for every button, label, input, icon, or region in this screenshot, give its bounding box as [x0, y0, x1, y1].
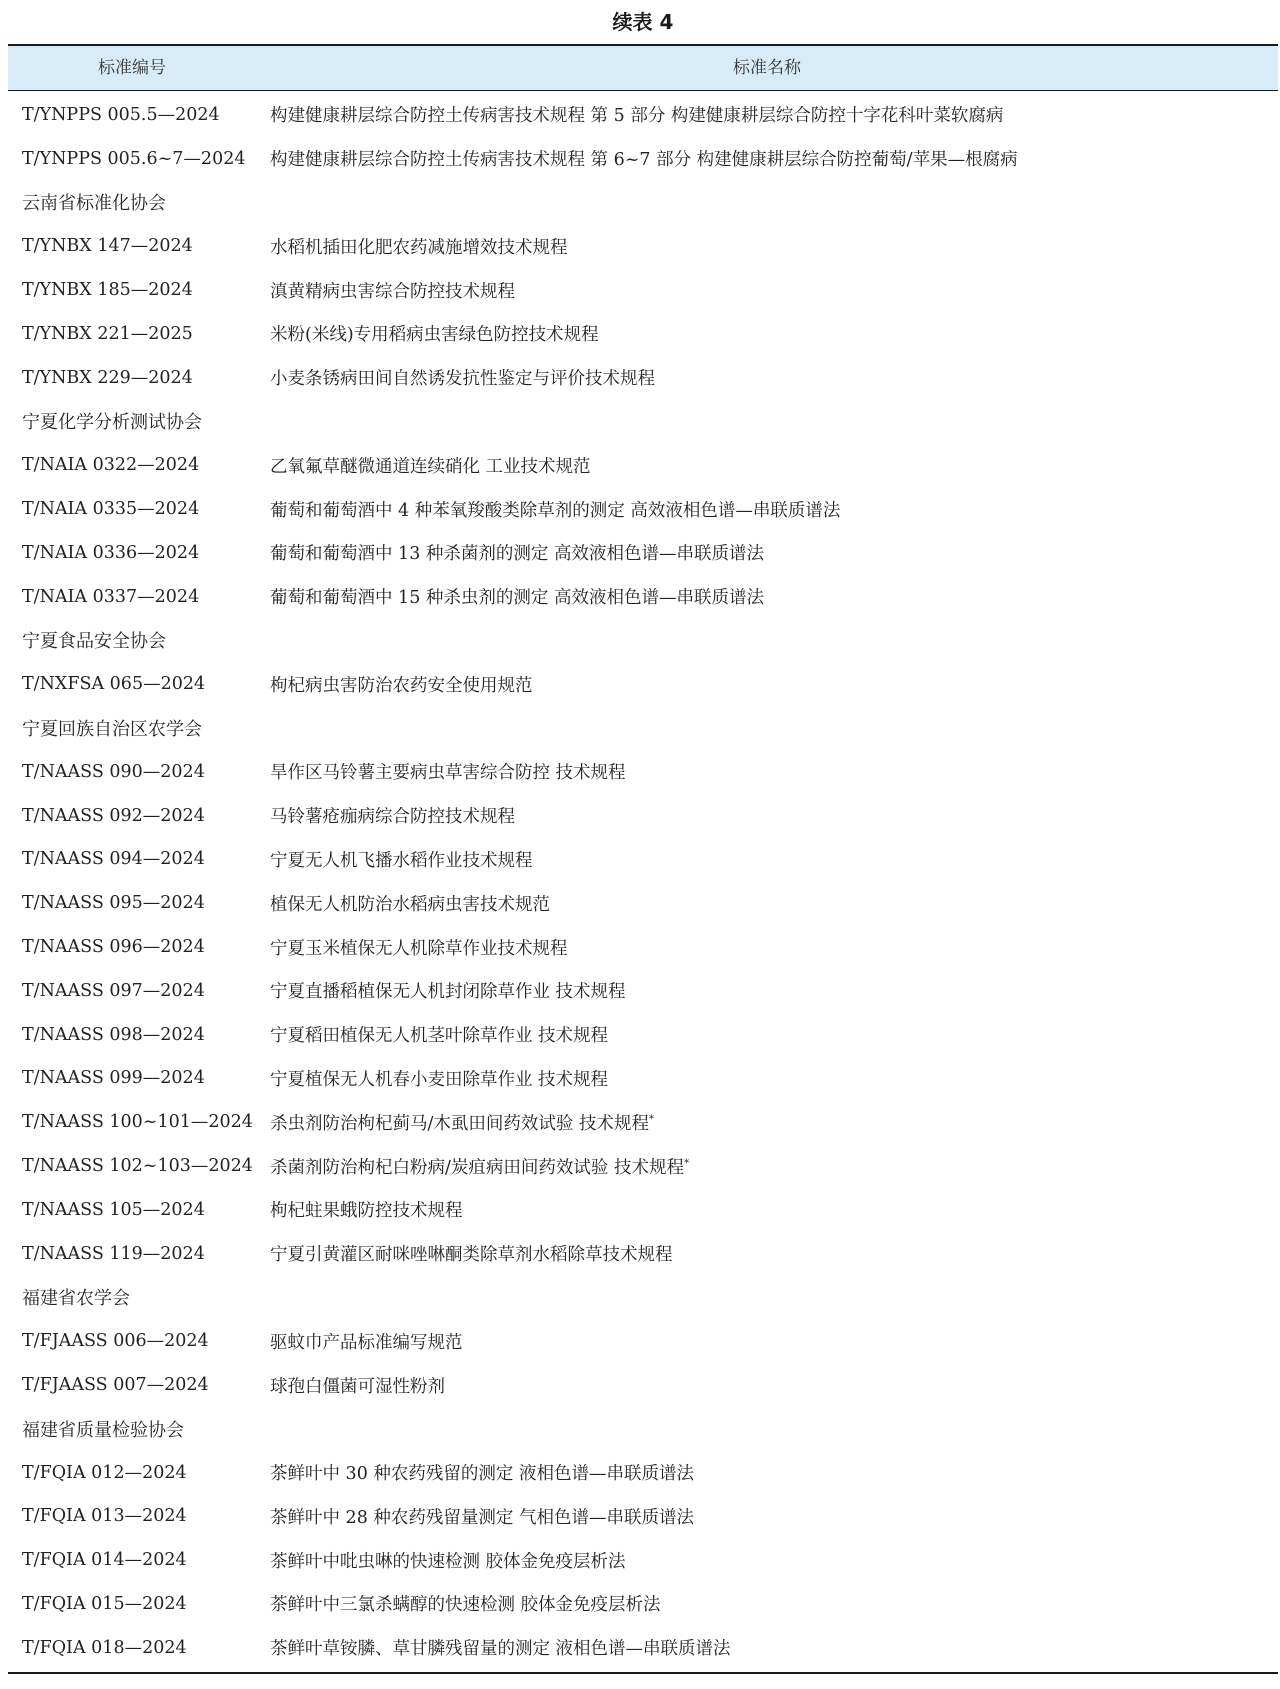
standard-name-cell: [270, 759, 1278, 784]
table-row: [8, 443, 1278, 487]
standard-code: T/NXFSA 065—2024: [22, 674, 206, 695]
standard-code: T/FJAASS 007—2024: [22, 1375, 209, 1395]
standard-name-cell: [270, 146, 1278, 171]
standard-code: T/NAASS 090—2024: [22, 761, 205, 782]
table-row: [8, 1188, 1278, 1232]
table-row: [8, 969, 1278, 1013]
standard-name: 茶鲜叶中 28 种农药残留量测定 气相色谱—串联质谱法: [270, 1507, 694, 1528]
table-row: [8, 356, 1278, 400]
standard-code: T/YNBX 229—2024: [22, 367, 193, 388]
standard-name-cell: [270, 1197, 1278, 1222]
standard-name-cell: [270, 847, 1278, 872]
standard-name: 滇黄精病虫害综合防控技术规程: [270, 281, 515, 302]
standard-name-cell: [270, 540, 1278, 565]
standards-table: [8, 44, 1278, 1674]
document-page: [8, 0, 1278, 1674]
header-standard-name: 标准名称: [733, 58, 801, 78]
table-header: [8, 46, 1278, 91]
table-row: [8, 881, 1278, 925]
table-row: [8, 531, 1278, 575]
standard-name-cell: [270, 497, 1278, 522]
table-group-row: [8, 1407, 1278, 1451]
group-label: 宁夏食品安全协会: [22, 631, 166, 653]
table-group-row: [8, 1276, 1278, 1320]
group-label: 云南省标准化协会: [22, 193, 166, 215]
standard-name-cell: [270, 891, 1278, 916]
group-label: 宁夏回族自治区农学会: [22, 719, 202, 741]
table-row: [8, 137, 1278, 181]
standard-code: T/NAASS 099—2024: [22, 1068, 205, 1089]
table-group-row: [8, 400, 1278, 444]
table-row: [8, 1057, 1278, 1101]
standard-code: T/YNBX 185—2024: [22, 280, 193, 301]
standard-name: 宁夏植保无人机春小麦田除草作业 技术规程: [270, 1069, 609, 1090]
standard-name-cell: [270, 584, 1278, 609]
standard-name: 构建健康耕层综合防控土传病害技术规程 第 6~7 部分 构建健康耕层综合防控葡萄/苹果—根腐病: [270, 150, 1018, 171]
standard-name: 葡萄和葡萄酒中 15 种杀虫剂的测定 高效液相色谱—串联质谱法: [270, 588, 764, 609]
table-row: [8, 838, 1278, 882]
footnote-marker: *: [683, 1157, 689, 1169]
standard-name-cell: [270, 1110, 1278, 1135]
standard-name-cell: [270, 1066, 1278, 1091]
table-row: [8, 794, 1278, 838]
standard-name: 葡萄和葡萄酒中 13 种杀菌剂的测定 高效液相色谱—串联质谱法: [270, 544, 764, 565]
standard-name: 球孢白僵菌可湿性粉剂: [270, 1376, 445, 1397]
standard-name-cell: [270, 365, 1278, 390]
table-body: [8, 91, 1278, 1672]
table-row: [8, 93, 1278, 137]
group-label: 宁夏化学分析测试协会: [22, 412, 202, 434]
standard-code: T/NAASS 096—2024: [22, 937, 205, 958]
table-row: [8, 268, 1278, 312]
standard-name: 旱作区马铃薯主要病虫草害综合防控 技术规程: [270, 763, 626, 784]
standard-name: 小麦条锈病田间自然诱发抗性鉴定与评价技术规程: [270, 369, 655, 390]
standard-name-cell: [270, 935, 1278, 960]
standard-name: 枸杞蛀果蛾防控技术规程: [270, 1201, 463, 1222]
standard-name: 构建健康耕层综合防控土传病害技术规程 第 5 部分 构建健康耕层综合防控十字花科叶菜软腐病: [270, 106, 1004, 127]
standard-name-cell: [270, 1460, 1278, 1485]
table-row: [8, 925, 1278, 969]
standard-name: 驱蚊巾产品标准编写规范: [270, 1332, 463, 1353]
standard-code: T/NAASS 105—2024: [22, 1199, 205, 1220]
standard-name: 宁夏无人机飞播水稻作业技术规程: [270, 850, 533, 871]
table-row: [8, 1013, 1278, 1057]
standard-name: 茶鲜叶中吡虫啉的快速检测 胶体金免疫层析法: [270, 1551, 626, 1572]
standard-name-cell: [270, 321, 1278, 346]
table-row: [8, 575, 1278, 619]
table-row: [8, 1582, 1278, 1626]
standard-name-cell: [270, 978, 1278, 1003]
standard-code: T/NAIA 0322—2024: [22, 455, 200, 476]
table-row: [8, 224, 1278, 268]
standard-code: T/FQIA 014—2024: [22, 1550, 187, 1571]
standard-code: T/FQIA 015—2024: [22, 1593, 187, 1614]
standard-name-cell: [270, 1373, 1278, 1398]
standard-name: 葡萄和葡萄酒中 4 种苯氧羧酸类除草剂的测定 高效液相色谱—串联质谱法: [270, 500, 841, 521]
table-row: [8, 750, 1278, 794]
standard-name-cell: [270, 1241, 1278, 1266]
standard-code: T/NAASS 097—2024: [22, 980, 205, 1001]
standard-name-cell: [270, 1591, 1278, 1616]
standard-name: 枸杞病虫害防治农药安全使用规范: [270, 675, 533, 696]
standard-name: 宁夏玉米植保无人机除草作业技术规程: [270, 938, 568, 959]
table-row: [8, 1144, 1278, 1188]
standard-name-cell: [270, 1548, 1278, 1573]
standard-code: T/FJAASS 006—2024: [22, 1331, 209, 1352]
standard-code: T/NAIA 0336—2024: [22, 542, 200, 563]
standard-name: 宁夏直播稻植保无人机封闭除草作业 技术规程: [270, 982, 626, 1003]
standard-name-cell: [270, 1022, 1278, 1047]
standard-name: 水稻机插田化肥农药减施增效技术规程: [270, 237, 568, 258]
table-row: [8, 487, 1278, 531]
table-row: [8, 662, 1278, 706]
standard-name: 杀虫剂防治枸杞蓟马/木虱田间药效试验 技术规程: [270, 1113, 649, 1134]
standard-name: 茶鲜叶中三氯杀螨醇的快速检测 胶体金免疫层析法: [270, 1595, 661, 1616]
standard-name-cell: [270, 803, 1278, 828]
standard-name: 宁夏引黄灌区耐咪唑啉酮类除草剂水稻除草技术规程: [270, 1245, 673, 1266]
standard-name-cell: [270, 234, 1278, 259]
standard-code: T/NAASS 098—2024: [22, 1024, 205, 1045]
standard-code: T/YNBX 221—2025: [22, 323, 193, 344]
standard-name-cell: [270, 1154, 1278, 1179]
standard-name-cell: [270, 102, 1278, 127]
standard-name: 茶鲜叶草铵膦、草甘膦残留量的测定 液相色谱—串联质谱法: [270, 1639, 731, 1660]
standard-code: T/YNBX 147—2024: [22, 236, 193, 257]
standard-code: T/NAASS 095—2024: [22, 893, 205, 914]
standard-name: 茶鲜叶中 30 种农药残留的测定 液相色谱—串联质谱法: [270, 1464, 694, 1485]
standard-code: T/NAASS 092—2024: [22, 805, 205, 826]
table-row: [8, 1100, 1278, 1144]
table-group-row: [8, 181, 1278, 225]
table-row: [8, 1538, 1278, 1582]
standard-code: T/NAASS 102~103—2024: [22, 1156, 253, 1177]
header-standard-code: 标准编号: [98, 58, 166, 78]
standard-code: T/YNPPS 005.6~7—2024: [22, 148, 246, 169]
standard-name-cell: [270, 453, 1278, 478]
standard-name-cell: [270, 672, 1278, 697]
table-row: [8, 1232, 1278, 1276]
standard-code: T/NAIA 0335—2024: [22, 499, 200, 520]
table-row: [8, 1363, 1278, 1407]
standard-code: T/NAIA 0337—2024: [22, 586, 200, 607]
table-group-row: [8, 619, 1278, 663]
table-group-row: [8, 706, 1278, 750]
standard-code: T/NAASS 119—2024: [22, 1243, 205, 1264]
standard-code: T/NAASS 100~101—2024: [22, 1112, 253, 1133]
standard-name: 杀菌剂防治枸杞白粉病/炭疽病田间药效试验 技术规程: [270, 1157, 684, 1178]
table-caption: 续表 4: [612, 10, 674, 34]
table-row: [8, 1319, 1278, 1363]
standard-name: 马铃薯疮痂病综合防控技术规程: [270, 807, 515, 828]
standard-name: 植保无人机防治水稻病虫害技术规范: [270, 894, 550, 915]
standard-name-cell: [270, 1504, 1278, 1529]
standard-name: 米粉(米线)专用稻病虫害绿色防控技术规程: [270, 325, 599, 346]
standard-name: 乙氧氟草醚微通道连续硝化 工业技术规范: [270, 456, 591, 477]
standard-name: 宁夏稻田植保无人机茎叶除草作业 技术规程: [270, 1026, 609, 1047]
standard-name-cell: [270, 1329, 1278, 1354]
standard-code: T/YNPPS 005.5—2024: [22, 104, 220, 125]
group-label: 福建省农学会: [22, 1288, 130, 1310]
standard-code: T/NAASS 094—2024: [22, 849, 205, 870]
table-row: [8, 312, 1278, 356]
standard-code: T/FQIA 013—2024: [22, 1506, 187, 1527]
table-row: [8, 1495, 1278, 1539]
footnote-marker: *: [648, 1113, 654, 1125]
group-label: 福建省质量检验协会: [22, 1419, 184, 1441]
standard-name-cell: [270, 278, 1278, 303]
table-row: [8, 1451, 1278, 1495]
standard-code: T/FQIA 018—2024: [22, 1637, 187, 1658]
standard-code: T/FQIA 012—2024: [22, 1462, 187, 1483]
standard-name-cell: [270, 1635, 1278, 1660]
table-row: [8, 1626, 1278, 1670]
